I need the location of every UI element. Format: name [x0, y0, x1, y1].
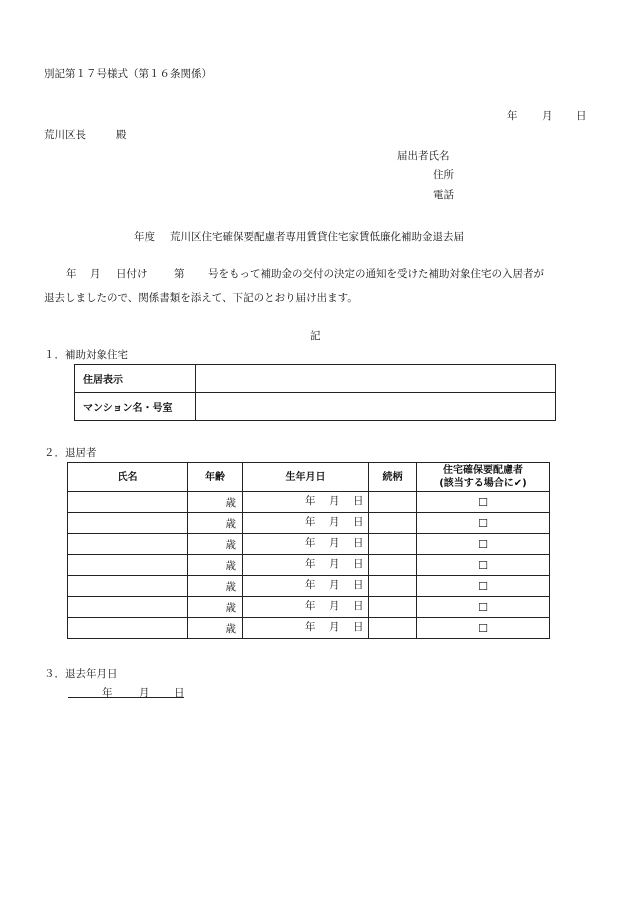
table-row	[68, 492, 550, 513]
name-cell[interactable]	[68, 576, 188, 597]
age-cell[interactable]	[188, 597, 243, 618]
dob-day: 日	[353, 621, 364, 633]
priority-checkbox[interactable]: ☐	[417, 534, 550, 555]
age-cell[interactable]	[188, 576, 243, 597]
table-row	[68, 576, 550, 597]
priority-checkbox[interactable]: ☐	[417, 597, 550, 618]
priority-checkbox[interactable]: ☐	[417, 576, 550, 597]
table-row	[68, 534, 550, 555]
applicant-phone-label: 電話	[433, 189, 454, 201]
dob-day: 日	[353, 537, 364, 549]
dob-year: 年	[305, 537, 316, 549]
moveout-date-underline	[68, 697, 184, 698]
dob-cell[interactable]	[243, 618, 369, 639]
applicant-address-label: 住所	[433, 169, 454, 181]
header-name: 氏名	[68, 463, 188, 492]
age-unit: 歳	[225, 580, 236, 593]
body-year: 年	[66, 268, 77, 280]
dob-cell[interactable]	[243, 576, 369, 597]
header-dob: 生年月日	[243, 463, 369, 492]
table-row	[68, 555, 550, 576]
housing-table	[74, 364, 556, 421]
title-year: 年度	[134, 231, 155, 243]
body-line2-text: 退去しましたので、関係書類を添えて、下記のとおり届け出ます。	[44, 292, 358, 304]
applicant-name-label: 届出者氏名	[397, 150, 450, 162]
table-row	[68, 618, 550, 639]
residents-table	[67, 462, 550, 639]
dob-year: 年	[305, 579, 316, 591]
addressee-honorific: 殿	[116, 129, 127, 141]
priority-checkbox[interactable]: ☐	[417, 555, 550, 576]
dob-day: 日	[353, 558, 364, 570]
dob-cell[interactable]	[243, 555, 369, 576]
building-room-value-cell[interactable]	[196, 393, 556, 421]
dob-month: 月	[329, 621, 340, 633]
dob-day: 日	[353, 495, 364, 507]
address-label: 住居表示	[75, 365, 196, 393]
relation-cell[interactable]	[369, 513, 417, 534]
relation-cell[interactable]	[369, 618, 417, 639]
dob-month: 月	[329, 537, 340, 549]
age-cell[interactable]	[188, 492, 243, 513]
dob-month: 月	[329, 558, 340, 570]
addressee-name: 荒川区長	[44, 129, 86, 141]
moveout-year: 年	[102, 687, 113, 699]
dob-month: 月	[329, 516, 340, 528]
body-line1-text: 号をもって補助金の交付の決定の通知を受けた補助対象住宅の入居者が	[208, 268, 544, 280]
name-cell[interactable]	[68, 492, 188, 513]
moveout-day: 日	[174, 687, 185, 699]
table-row	[68, 513, 550, 534]
header-check-line2: (該当する場合に✔)	[439, 478, 527, 489]
section3-heading: ３．退去年月日	[44, 668, 118, 680]
age-unit: 歳	[225, 517, 236, 530]
age-unit: 歳	[225, 559, 236, 572]
table-row	[68, 597, 550, 618]
dob-cell[interactable]	[243, 534, 369, 555]
table-row	[75, 393, 556, 421]
header-priority-check	[417, 463, 550, 492]
relation-cell[interactable]	[369, 555, 417, 576]
section2-heading: ２．退居者	[44, 447, 97, 459]
dob-cell[interactable]	[243, 597, 369, 618]
body-month: 月	[90, 268, 101, 280]
moveout-month: 月	[139, 687, 150, 699]
document-title: 荒川区住宅確保要配慮者専用賃貸住宅家賃低廉化補助金退去届	[170, 231, 464, 243]
table-header-row	[68, 463, 550, 492]
relation-cell[interactable]	[369, 576, 417, 597]
dob-day: 日	[353, 516, 364, 528]
relation-cell[interactable]	[369, 492, 417, 513]
dob-month: 月	[329, 579, 340, 591]
dob-day: 日	[353, 579, 364, 591]
dob-month: 月	[329, 600, 340, 612]
dob-cell[interactable]	[243, 492, 369, 513]
name-cell[interactable]	[68, 555, 188, 576]
header-check-line1: 住宅確保要配慮者	[443, 465, 523, 476]
dob-year: 年	[305, 516, 316, 528]
table-row	[75, 365, 556, 393]
priority-checkbox[interactable]: ☐	[417, 513, 550, 534]
name-cell[interactable]	[68, 534, 188, 555]
dob-cell[interactable]	[243, 513, 369, 534]
dob-year: 年	[305, 495, 316, 507]
age-unit: 歳	[225, 538, 236, 551]
address-value-cell[interactable]	[196, 365, 556, 393]
priority-checkbox[interactable]: ☐	[417, 618, 550, 639]
age-cell[interactable]	[188, 534, 243, 555]
age-cell[interactable]	[188, 618, 243, 639]
age-unit: 歳	[225, 496, 236, 509]
age-cell[interactable]	[188, 513, 243, 534]
dob-day: 日	[353, 600, 364, 612]
body-day: 日付け	[116, 268, 148, 280]
section1-heading: １．補助対象住宅	[44, 349, 128, 361]
dob-year: 年	[305, 600, 316, 612]
building-room-label: マンション名・号室	[75, 393, 196, 421]
dob-month: 月	[329, 495, 340, 507]
date-year-label: 年	[507, 110, 518, 122]
name-cell[interactable]	[68, 597, 188, 618]
date-month-label: 月	[542, 110, 553, 122]
ki-heading: 記	[310, 330, 321, 342]
relation-cell[interactable]	[369, 534, 417, 555]
age-unit: 歳	[225, 601, 236, 614]
name-cell[interactable]	[68, 618, 188, 639]
form-number: 別記第１７号様式（第１６条関係）	[44, 68, 212, 80]
body-number-prefix: 第	[174, 268, 185, 280]
header-age: 年齢	[188, 463, 243, 492]
age-cell[interactable]	[188, 555, 243, 576]
header-relation: 続柄	[369, 463, 417, 492]
date-day-label: 日	[576, 110, 587, 122]
relation-cell[interactable]	[369, 597, 417, 618]
dob-year: 年	[305, 558, 316, 570]
name-cell[interactable]	[68, 513, 188, 534]
dob-year: 年	[305, 621, 316, 633]
age-unit: 歳	[225, 622, 236, 635]
priority-checkbox[interactable]: ☐	[417, 492, 550, 513]
